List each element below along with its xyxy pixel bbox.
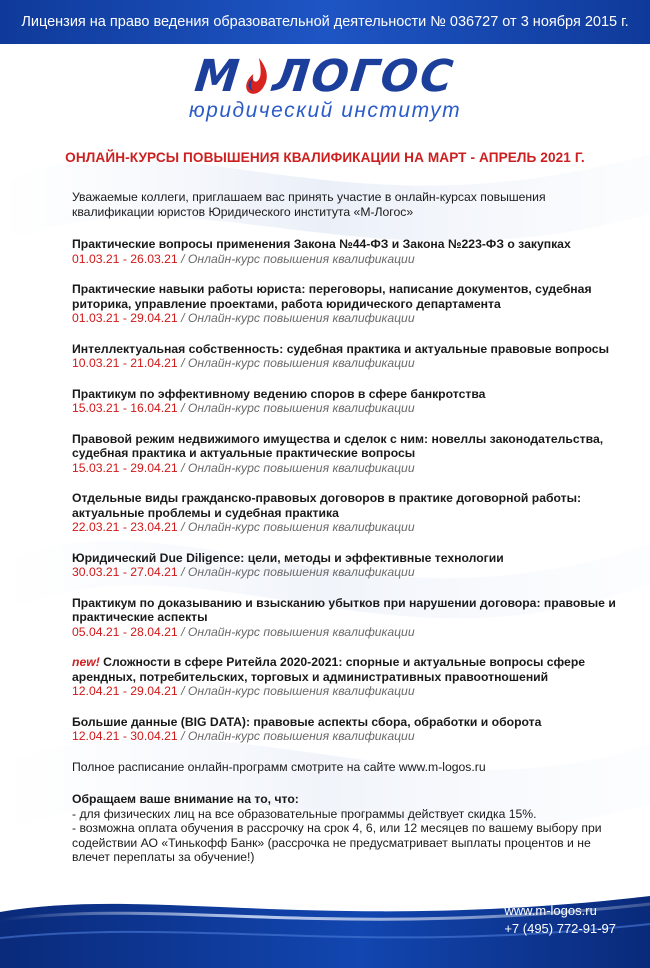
license-text: Лицензия на право ведения образовательной деятельности № 036727 от 3 ноября 2015 г. [21,14,629,30]
course-title [72,282,617,311]
course-meta [72,461,617,476]
course-type: / Онлайн-курс повышения квалификации [181,565,415,579]
notice-line-installment: - возможна оплата обучения в рассрочку на срок 4, 6, или 12 месяцев по вашему выбору при содействии АО «Тинькофф Банк» (рассрочка не предусматривает выплаты процентов и не влечет переплаты за обучение!) [72,821,602,864]
logo-letters-logos: ЛОГОС [270,51,458,102]
course-dates: 12.04.21 - 30.04.21 [72,729,178,743]
course-dates: 15.03.21 - 29.04.21 [72,460,178,475]
course-item [72,237,617,266]
course-dates: 01.03.21 - 26.03.21 [72,251,178,266]
course-title-text: Правовой режим недвижимого имущества и сделок с ним: новеллы законодательства, судебная практика и актуальные практические вопросы [72,431,604,460]
website-link[interactable]: www.m-logos.ru [504,903,597,918]
course-dates: 05.04.21 - 28.04.21 [72,624,178,639]
course-type: / Онлайн-курс повышения квалификации [181,520,415,534]
course-title [72,551,617,566]
course-title-text: Большие данные (BIG DATA): правовые аспекты сбора, обработки и оборота [72,714,542,729]
course-title [72,715,617,730]
course-meta [72,684,617,699]
course-dates: 15.03.21 - 16.04.21 [72,401,178,415]
course-dates: 10.03.21 - 21.04.21 [72,356,178,370]
course-dates: 12.04.21 - 29.04.21 [72,684,178,698]
course-title-text: Юридический Due Diligence: цели, методы и эффективные технологии [72,550,504,565]
course-meta [72,252,617,267]
course-item [72,715,617,744]
logo-letter-m: М [192,51,244,102]
course-item [72,282,617,326]
course-title [72,655,617,684]
course-type: / Онлайн-курс повышения квалификации [181,356,415,370]
course-meta [72,625,617,640]
contacts [504,902,616,938]
course-dates: 30.03.21 - 27.04.21 [72,565,178,579]
course-title-text: Отдельные виды гражданско-правовых договоров в практике договорной работы: актуальные проблемы и судебная практика [72,491,582,520]
notice-line-discount: - для физических лиц на все образовательные программы действует скидка 15%. [72,806,537,821]
course-meta [72,356,617,371]
notice-title: Обращаем ваше внимание на то, что: [72,792,299,806]
course-item [72,655,617,699]
course-title-text: Практикум по эффективному ведению споров в сфере банкротства [72,386,486,401]
course-title-text: Сложности в сфере Ритейла 2020-2021: спорные и актуальные вопросы сфере арендных, потребительских, торговых и административных правоотношений [72,655,586,684]
logo-subtitle: юридический институт [188,99,462,122]
notice-block [72,792,617,865]
course-type: / Онлайн-курс повышения квалификации [181,311,415,325]
course-meta [72,520,617,535]
logo [0,52,650,124]
flame-icon [240,56,274,98]
course-item [72,551,617,580]
course-type: / Онлайн-курс повышения квалификации [181,684,415,698]
course-title [72,491,617,520]
course-item [72,596,617,640]
course-title [72,342,617,357]
course-meta [72,311,617,326]
course-type: / Онлайн-курс повышения квалификации [181,401,415,415]
course-title-text: Интеллектуальная собственность: судебная практика и актуальные правовые вопросы [72,341,609,356]
course-title-text: Практические навыки работы юриста: переговоры, написание документов, судебная риторика, управление проектами, работа юридического департамента [72,282,592,311]
course-title [72,596,617,625]
course-title [72,237,617,252]
course-type: / Онлайн-курс повышения квалификации [181,729,415,743]
course-type: / Онлайн-курс повышения квалификации [181,624,415,639]
course-meta [72,729,617,744]
course-type: / Онлайн-курс повышения квалификации [181,460,415,475]
course-dates: 22.03.21 - 23.04.21 [72,520,178,534]
course-type: / Онлайн-курс повышения квалификации [181,251,415,266]
course-item [72,342,617,371]
course-title-text: Практические вопросы применения Закона №44-ФЗ и Закона №223-ФЗ о закупках [72,237,571,251]
intro-text: Уважаемые коллеги, приглашаем вас принять участие в онлайн-курсах повышения квалификации юристов Юридического института «М-Логос» [72,190,546,219]
course-title-text: Практикум по доказыванию и взысканию убытков при нарушении договора: правовые и практические аспекты [72,595,616,624]
course-meta [72,401,617,416]
course-list-section [72,190,617,865]
schedule-note: Полное расписание онлайн-программ смотрите на сайте www.m-logos.ru [72,759,486,774]
phone-number: +7 (495) 772-91-97 [504,921,616,936]
logo-wordmark [193,52,458,102]
course-title [72,432,617,461]
course-item [72,491,617,535]
course-meta [72,565,617,580]
license-bar [0,0,650,44]
course-title [72,387,617,402]
course-item [72,432,617,476]
course-dates: 01.03.21 - 29.04.21 [72,311,178,325]
page-title: ОНЛАЙН-КУРСЫ ПОВЫШЕНИЯ КВАЛИФИКАЦИИ НА МАРТ - АПРЕЛЬ 2021 Г. [65,150,585,165]
new-badge: new! [72,655,100,669]
course-item [72,387,617,416]
course-list [72,237,617,744]
